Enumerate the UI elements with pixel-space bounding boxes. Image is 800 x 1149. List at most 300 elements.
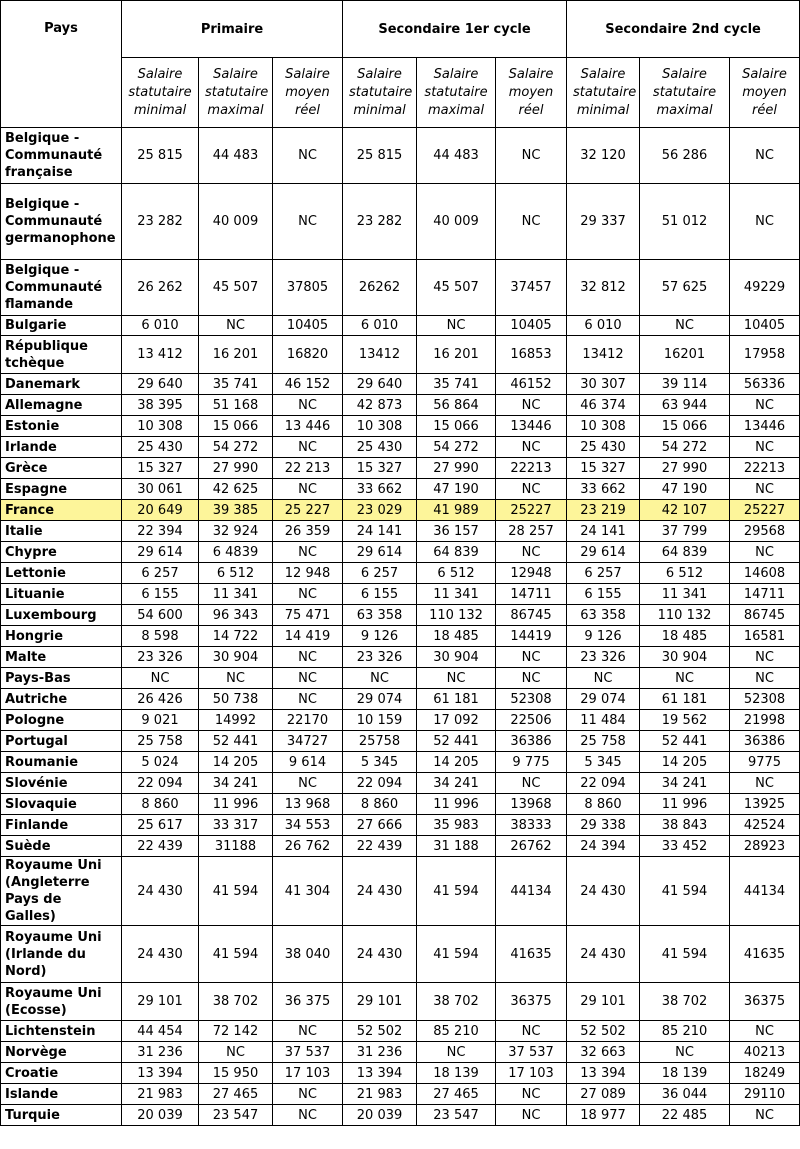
value-cell-primaire-maximal: 14 722 — [199, 626, 273, 647]
value-cell-secondaire-1er-cycle-minimal: 31 236 — [343, 1042, 417, 1063]
value-cell-secondaire-2nd-cycle-minimal: 11 484 — [567, 710, 640, 731]
value-cell-primaire-minimal: 29 640 — [122, 374, 199, 395]
subcolumn-header-line: maximal — [427, 102, 485, 118]
value-cell-secondaire-2nd-cycle-maximal: 39 114 — [640, 374, 730, 395]
value-cell-secondaire-1er-cycle-moyen-reel: 36386 — [496, 731, 567, 752]
value-cell-secondaire-1er-cycle-maximal: 35 983 — [417, 815, 496, 836]
table-row — [1, 395, 800, 416]
value-cell-primaire-moyen-reel: NC — [273, 773, 343, 794]
country-cell: Portugal — [1, 731, 122, 752]
table-row — [1, 521, 800, 542]
value-cell-secondaire-2nd-cycle-moyen-reel: NC — [730, 395, 800, 416]
table-row — [1, 1021, 800, 1042]
value-cell-secondaire-1er-cycle-moyen-reel: NC — [496, 479, 567, 500]
value-cell-primaire-minimal: 20 649 — [122, 500, 199, 521]
value-cell-primaire-maximal: 27 465 — [199, 1084, 273, 1105]
value-cell-primaire-minimal: 29 101 — [122, 983, 199, 1021]
value-cell-primaire-moyen-reel: 26 762 — [273, 836, 343, 857]
value-cell-secondaire-2nd-cycle-moyen-reel: 13925 — [730, 794, 800, 815]
country-cell: Norvège — [1, 1042, 122, 1063]
value-cell-secondaire-1er-cycle-moyen-reel: NC — [496, 668, 567, 689]
value-cell-secondaire-2nd-cycle-minimal: 23 219 — [567, 500, 640, 521]
table-row — [1, 926, 800, 983]
value-cell-secondaire-1er-cycle-moyen-reel: 44134 — [496, 857, 567, 926]
value-cell-secondaire-2nd-cycle-minimal: 24 141 — [567, 521, 640, 542]
value-cell-secondaire-1er-cycle-minimal: 24 430 — [343, 857, 417, 926]
table-row — [1, 584, 800, 605]
value-cell-secondaire-2nd-cycle-minimal: 63 358 — [567, 605, 640, 626]
value-cell-secondaire-2nd-cycle-moyen-reel: NC — [730, 128, 800, 184]
value-cell-secondaire-2nd-cycle-moyen-reel: 9775 — [730, 752, 800, 773]
value-cell-primaire-maximal: 14992 — [199, 710, 273, 731]
country-cell: Luxembourg — [1, 605, 122, 626]
country-cell: Belgique - Communauté flamande — [1, 260, 122, 316]
value-cell-primaire-minimal: 38 395 — [122, 395, 199, 416]
value-cell-secondaire-1er-cycle-moyen-reel: 14419 — [496, 626, 567, 647]
subcolumn-header-line: moyen — [285, 84, 330, 100]
value-cell-secondaire-2nd-cycle-minimal: 32 120 — [567, 128, 640, 184]
table-row — [1, 374, 800, 395]
value-cell-secondaire-2nd-cycle-minimal: 32 812 — [567, 260, 640, 316]
value-cell-primaire-minimal: 44 454 — [122, 1021, 199, 1042]
value-cell-secondaire-1er-cycle-minimal: 13412 — [343, 336, 417, 374]
value-cell-primaire-minimal: 31 236 — [122, 1042, 199, 1063]
value-cell-primaire-maximal: 38 702 — [199, 983, 273, 1021]
value-cell-secondaire-1er-cycle-minimal: 26262 — [343, 260, 417, 316]
value-cell-secondaire-1er-cycle-maximal: 15 066 — [417, 416, 496, 437]
value-cell-primaire-minimal: 9 021 — [122, 710, 199, 731]
value-cell-secondaire-1er-cycle-maximal: 36 157 — [417, 521, 496, 542]
country-cell: Royaume Uni (Ecosse) — [1, 983, 122, 1021]
value-cell-secondaire-1er-cycle-moyen-reel: 52308 — [496, 689, 567, 710]
subcolumn-header-line: Salaire — [433, 66, 479, 82]
subcolumn-header-secondaire-1er-cycle-minimal — [343, 58, 417, 128]
value-cell-secondaire-1er-cycle-maximal: 16 201 — [417, 336, 496, 374]
value-cell-secondaire-2nd-cycle-minimal: 32 663 — [567, 1042, 640, 1063]
value-cell-secondaire-1er-cycle-maximal: 56 864 — [417, 395, 496, 416]
value-cell-primaire-moyen-reel: 22 213 — [273, 458, 343, 479]
table-row — [1, 773, 800, 794]
value-cell-secondaire-2nd-cycle-maximal: 52 441 — [640, 731, 730, 752]
value-cell-secondaire-2nd-cycle-minimal: 23 326 — [567, 647, 640, 668]
value-cell-secondaire-2nd-cycle-minimal: 29 338 — [567, 815, 640, 836]
value-cell-secondaire-1er-cycle-minimal: 13 394 — [343, 1063, 417, 1084]
value-cell-secondaire-2nd-cycle-maximal: 85 210 — [640, 1021, 730, 1042]
value-cell-secondaire-2nd-cycle-moyen-reel: 28923 — [730, 836, 800, 857]
table-row — [1, 794, 800, 815]
value-cell-secondaire-2nd-cycle-minimal: 13 394 — [567, 1063, 640, 1084]
country-cell: Irlande — [1, 437, 122, 458]
value-cell-secondaire-2nd-cycle-minimal: 13412 — [567, 336, 640, 374]
value-cell-secondaire-2nd-cycle-maximal: 15 066 — [640, 416, 730, 437]
value-cell-primaire-minimal: 25 758 — [122, 731, 199, 752]
country-cell: Estonie — [1, 416, 122, 437]
value-cell-secondaire-2nd-cycle-minimal: 29 337 — [567, 184, 640, 260]
value-cell-secondaire-2nd-cycle-minimal: 6 155 — [567, 584, 640, 605]
value-cell-secondaire-2nd-cycle-moyen-reel: NC — [730, 1105, 800, 1126]
value-cell-secondaire-2nd-cycle-minimal: 25 758 — [567, 731, 640, 752]
value-cell-secondaire-1er-cycle-moyen-reel: 46152 — [496, 374, 567, 395]
value-cell-primaire-moyen-reel: 12 948 — [273, 563, 343, 584]
value-cell-secondaire-1er-cycle-minimal: 5 345 — [343, 752, 417, 773]
value-cell-primaire-minimal: 54 600 — [122, 605, 199, 626]
value-cell-primaire-moyen-reel: NC — [273, 395, 343, 416]
value-cell-primaire-moyen-reel: 10405 — [273, 316, 343, 336]
table-row — [1, 416, 800, 437]
subcolumn-header-line: moyen — [508, 84, 554, 100]
value-cell-secondaire-2nd-cycle-minimal: 24 430 — [567, 926, 640, 983]
subcolumn-header-line: Salaire — [580, 66, 626, 82]
value-cell-secondaire-1er-cycle-minimal: 25 430 — [343, 437, 417, 458]
value-cell-secondaire-2nd-cycle-minimal: 30 307 — [567, 374, 640, 395]
value-cell-primaire-maximal: 14 205 — [199, 752, 273, 773]
value-cell-secondaire-2nd-cycle-maximal: 33 452 — [640, 836, 730, 857]
value-cell-secondaire-2nd-cycle-maximal: 6 512 — [640, 563, 730, 584]
value-cell-secondaire-2nd-cycle-maximal: 110 132 — [640, 605, 730, 626]
value-cell-primaire-moyen-reel: NC — [273, 184, 343, 260]
table-row — [1, 563, 800, 584]
value-cell-primaire-minimal: 8 860 — [122, 794, 199, 815]
subcolumn-header-line: moyen — [742, 84, 787, 100]
value-cell-primaire-minimal: 6 155 — [122, 584, 199, 605]
subcolumn-header-line: maximal — [656, 102, 713, 118]
value-cell-secondaire-1er-cycle-maximal: 38 702 — [417, 983, 496, 1021]
value-cell-secondaire-1er-cycle-moyen-reel: 17 103 — [496, 1063, 567, 1084]
value-cell-primaire-maximal: 54 272 — [199, 437, 273, 458]
value-cell-secondaire-1er-cycle-maximal: 61 181 — [417, 689, 496, 710]
value-cell-secondaire-2nd-cycle-minimal: 8 860 — [567, 794, 640, 815]
country-cell: Islande — [1, 1084, 122, 1105]
value-cell-secondaire-1er-cycle-maximal: 17 092 — [417, 710, 496, 731]
value-cell-secondaire-1er-cycle-maximal: 18 139 — [417, 1063, 496, 1084]
value-cell-primaire-minimal: 6 257 — [122, 563, 199, 584]
value-cell-secondaire-2nd-cycle-moyen-reel: NC — [730, 1021, 800, 1042]
country-cell: République tchèque — [1, 336, 122, 374]
subcolumn-header-secondaire-2nd-cycle-minimal — [567, 58, 640, 128]
value-cell-secondaire-1er-cycle-maximal: 11 996 — [417, 794, 496, 815]
value-cell-secondaire-2nd-cycle-maximal: 36 044 — [640, 1084, 730, 1105]
value-cell-secondaire-2nd-cycle-maximal: 27 990 — [640, 458, 730, 479]
value-cell-secondaire-2nd-cycle-minimal: 6 257 — [567, 563, 640, 584]
value-cell-secondaire-1er-cycle-moyen-reel: 14711 — [496, 584, 567, 605]
value-cell-secondaire-1er-cycle-moyen-reel: NC — [496, 647, 567, 668]
value-cell-secondaire-2nd-cycle-minimal: 46 374 — [567, 395, 640, 416]
value-cell-secondaire-2nd-cycle-maximal: 56 286 — [640, 128, 730, 184]
value-cell-primaire-moyen-reel: 22170 — [273, 710, 343, 731]
value-cell-secondaire-2nd-cycle-minimal: 6 010 — [567, 316, 640, 336]
value-cell-secondaire-2nd-cycle-maximal: 22 485 — [640, 1105, 730, 1126]
group-header-secondaire-1er-cycle: Secondaire 1er cycle — [343, 1, 567, 58]
value-cell-secondaire-1er-cycle-moyen-reel: 13968 — [496, 794, 567, 815]
value-cell-primaire-maximal: 50 738 — [199, 689, 273, 710]
subcolumn-header-line: minimal — [133, 102, 187, 118]
value-cell-secondaire-1er-cycle-moyen-reel: NC — [496, 773, 567, 794]
value-cell-secondaire-1er-cycle-moyen-reel: 26762 — [496, 836, 567, 857]
subcolumn-header-line: minimal — [353, 102, 406, 118]
table-row — [1, 316, 800, 336]
value-cell-secondaire-2nd-cycle-minimal: 9 126 — [567, 626, 640, 647]
value-cell-secondaire-2nd-cycle-maximal: NC — [640, 1042, 730, 1063]
value-cell-secondaire-1er-cycle-maximal: NC — [417, 316, 496, 336]
value-cell-primaire-moyen-reel: 34727 — [273, 731, 343, 752]
value-cell-secondaire-1er-cycle-minimal: NC — [343, 668, 417, 689]
value-cell-secondaire-2nd-cycle-minimal: NC — [567, 668, 640, 689]
value-cell-primaire-minimal: 25 430 — [122, 437, 199, 458]
country-cell: Belgique - Communauté française — [1, 128, 122, 184]
subcolumn-header-line: Salaire — [213, 66, 258, 82]
value-cell-secondaire-1er-cycle-moyen-reel: NC — [496, 184, 567, 260]
country-cell: Suède — [1, 836, 122, 857]
value-cell-secondaire-1er-cycle-moyen-reel: 22506 — [496, 710, 567, 731]
value-cell-secondaire-2nd-cycle-minimal: 52 502 — [567, 1021, 640, 1042]
value-cell-secondaire-2nd-cycle-maximal: 51 012 — [640, 184, 730, 260]
country-cell: Roumanie — [1, 752, 122, 773]
value-cell-primaire-moyen-reel: NC — [273, 1021, 343, 1042]
subcolumn-header-line: statutaire — [128, 84, 192, 100]
country-cell: Croatie — [1, 1063, 122, 1084]
value-cell-secondaire-2nd-cycle-maximal: 19 562 — [640, 710, 730, 731]
value-cell-primaire-minimal: 25 617 — [122, 815, 199, 836]
value-cell-primaire-maximal: 52 441 — [199, 731, 273, 752]
value-cell-secondaire-1er-cycle-moyen-reel: 22213 — [496, 458, 567, 479]
value-cell-secondaire-1er-cycle-minimal: 27 666 — [343, 815, 417, 836]
country-cell: Espagne — [1, 479, 122, 500]
value-cell-secondaire-1er-cycle-moyen-reel: NC — [496, 1021, 567, 1042]
value-cell-secondaire-2nd-cycle-moyen-reel: 36375 — [730, 983, 800, 1021]
value-cell-primaire-moyen-reel: NC — [273, 128, 343, 184]
table-row — [1, 437, 800, 458]
value-cell-secondaire-2nd-cycle-maximal: 61 181 — [640, 689, 730, 710]
value-cell-secondaire-2nd-cycle-moyen-reel: 36386 — [730, 731, 800, 752]
value-cell-secondaire-1er-cycle-minimal: 6 155 — [343, 584, 417, 605]
value-cell-primaire-maximal: 44 483 — [199, 128, 273, 184]
value-cell-secondaire-2nd-cycle-minimal: 24 394 — [567, 836, 640, 857]
value-cell-secondaire-2nd-cycle-minimal: 10 308 — [567, 416, 640, 437]
country-cell: Autriche — [1, 689, 122, 710]
value-cell-secondaire-1er-cycle-minimal: 25758 — [343, 731, 417, 752]
value-cell-secondaire-1er-cycle-moyen-reel: NC — [496, 1105, 567, 1126]
value-cell-primaire-minimal: 20 039 — [122, 1105, 199, 1126]
value-cell-primaire-moyen-reel: 16820 — [273, 336, 343, 374]
value-cell-secondaire-2nd-cycle-maximal: 18 485 — [640, 626, 730, 647]
value-cell-secondaire-1er-cycle-minimal: 29 640 — [343, 374, 417, 395]
value-cell-primaire-maximal: 11 341 — [199, 584, 273, 605]
subcolumn-header-line: statutaire — [573, 84, 637, 100]
country-cell: Pologne — [1, 710, 122, 731]
value-cell-secondaire-1er-cycle-minimal: 29 074 — [343, 689, 417, 710]
table-row — [1, 184, 800, 260]
value-cell-secondaire-1er-cycle-maximal: 52 441 — [417, 731, 496, 752]
value-cell-primaire-minimal: 5 024 — [122, 752, 199, 773]
value-cell-primaire-maximal: 35 741 — [199, 374, 273, 395]
value-cell-primaire-maximal: 33 317 — [199, 815, 273, 836]
value-cell-secondaire-2nd-cycle-maximal: 41 594 — [640, 926, 730, 983]
table-row — [1, 1042, 800, 1063]
value-cell-secondaire-2nd-cycle-moyen-reel: NC — [730, 773, 800, 794]
group-header-secondaire-2nd-cycle: Secondaire 2nd cycle — [567, 1, 800, 58]
value-cell-secondaire-1er-cycle-maximal: 34 241 — [417, 773, 496, 794]
value-cell-primaire-maximal: 96 343 — [199, 605, 273, 626]
value-cell-primaire-minimal: 26 262 — [122, 260, 199, 316]
value-cell-secondaire-1er-cycle-moyen-reel: 28 257 — [496, 521, 567, 542]
value-cell-primaire-minimal: 10 308 — [122, 416, 199, 437]
subcolumn-header-line: Salaire — [508, 66, 554, 82]
value-cell-primaire-maximal: NC — [199, 316, 273, 336]
value-cell-primaire-maximal: 6 4839 — [199, 542, 273, 563]
value-cell-primaire-moyen-reel: 9 614 — [273, 752, 343, 773]
value-cell-secondaire-1er-cycle-minimal: 10 159 — [343, 710, 417, 731]
value-cell-secondaire-2nd-cycle-moyen-reel: 14608 — [730, 563, 800, 584]
value-cell-secondaire-1er-cycle-minimal: 52 502 — [343, 1021, 417, 1042]
value-cell-primaire-maximal: 45 507 — [199, 260, 273, 316]
value-cell-secondaire-1er-cycle-maximal: NC — [417, 1042, 496, 1063]
value-cell-primaire-moyen-reel: 13 968 — [273, 794, 343, 815]
value-cell-secondaire-2nd-cycle-maximal: 16201 — [640, 336, 730, 374]
value-cell-secondaire-2nd-cycle-moyen-reel: 40213 — [730, 1042, 800, 1063]
value-cell-secondaire-2nd-cycle-maximal: 47 190 — [640, 479, 730, 500]
value-cell-secondaire-2nd-cycle-maximal: NC — [640, 316, 730, 336]
value-cell-secondaire-1er-cycle-maximal: 54 272 — [417, 437, 496, 458]
value-cell-secondaire-1er-cycle-minimal: 29 614 — [343, 542, 417, 563]
value-cell-secondaire-1er-cycle-moyen-reel: 16853 — [496, 336, 567, 374]
value-cell-secondaire-2nd-cycle-minimal: 27 089 — [567, 1084, 640, 1105]
value-cell-secondaire-1er-cycle-maximal: 85 210 — [417, 1021, 496, 1042]
value-cell-primaire-maximal: 31188 — [199, 836, 273, 857]
table-row — [1, 857, 800, 926]
value-cell-primaire-maximal: 34 241 — [199, 773, 273, 794]
subcolumn-header-line: minimal — [576, 102, 630, 118]
value-cell-secondaire-1er-cycle-minimal: 24 430 — [343, 926, 417, 983]
value-cell-primaire-moyen-reel: NC — [273, 584, 343, 605]
value-cell-secondaire-2nd-cycle-moyen-reel: 10405 — [730, 316, 800, 336]
value-cell-secondaire-2nd-cycle-moyen-reel: 22213 — [730, 458, 800, 479]
value-cell-primaire-maximal: NC — [199, 1042, 273, 1063]
value-cell-secondaire-2nd-cycle-maximal: 54 272 — [640, 437, 730, 458]
value-cell-secondaire-2nd-cycle-minimal: 18 977 — [567, 1105, 640, 1126]
value-cell-secondaire-2nd-cycle-minimal: 25 430 — [567, 437, 640, 458]
value-cell-secondaire-2nd-cycle-maximal: 38 702 — [640, 983, 730, 1021]
value-cell-secondaire-1er-cycle-moyen-reel: 37 537 — [496, 1042, 567, 1063]
country-column-header: Pays — [1, 1, 122, 128]
value-cell-secondaire-2nd-cycle-moyen-reel: 18249 — [730, 1063, 800, 1084]
value-cell-secondaire-1er-cycle-maximal: 64 839 — [417, 542, 496, 563]
value-cell-secondaire-2nd-cycle-moyen-reel: NC — [730, 437, 800, 458]
value-cell-secondaire-1er-cycle-maximal: 35 741 — [417, 374, 496, 395]
value-cell-secondaire-1er-cycle-maximal: 30 904 — [417, 647, 496, 668]
value-cell-secondaire-2nd-cycle-maximal: 14 205 — [640, 752, 730, 773]
country-cell: Malte — [1, 647, 122, 668]
value-cell-primaire-maximal: 11 996 — [199, 794, 273, 815]
country-cell: Pays-Bas — [1, 668, 122, 689]
value-cell-secondaire-1er-cycle-maximal: 41 989 — [417, 500, 496, 521]
value-cell-secondaire-2nd-cycle-moyen-reel: NC — [730, 668, 800, 689]
value-cell-primaire-maximal: NC — [199, 668, 273, 689]
value-cell-primaire-moyen-reel: NC — [273, 668, 343, 689]
table-row — [1, 836, 800, 857]
table-row — [1, 983, 800, 1021]
table-row — [1, 500, 800, 521]
country-cell: France — [1, 500, 122, 521]
value-cell-secondaire-1er-cycle-moyen-reel: NC — [496, 437, 567, 458]
value-cell-secondaire-2nd-cycle-maximal: 37 799 — [640, 521, 730, 542]
value-cell-secondaire-2nd-cycle-moyen-reel: 44134 — [730, 857, 800, 926]
value-cell-secondaire-2nd-cycle-minimal: 24 430 — [567, 857, 640, 926]
table-row — [1, 752, 800, 773]
value-cell-secondaire-1er-cycle-moyen-reel: 10405 — [496, 316, 567, 336]
value-cell-primaire-minimal: 26 426 — [122, 689, 199, 710]
value-cell-primaire-minimal: 29 614 — [122, 542, 199, 563]
value-cell-primaire-moyen-reel: NC — [273, 1084, 343, 1105]
value-cell-secondaire-2nd-cycle-minimal: 5 345 — [567, 752, 640, 773]
value-cell-secondaire-1er-cycle-minimal: 15 327 — [343, 458, 417, 479]
value-cell-primaire-minimal: 13 412 — [122, 336, 199, 374]
country-cell: Danemark — [1, 374, 122, 395]
value-cell-primaire-minimal: 23 326 — [122, 647, 199, 668]
value-cell-secondaire-1er-cycle-moyen-reel: NC — [496, 128, 567, 184]
value-cell-secondaire-1er-cycle-moyen-reel: 37457 — [496, 260, 567, 316]
value-cell-secondaire-2nd-cycle-moyen-reel: 41635 — [730, 926, 800, 983]
value-cell-primaire-minimal: 30 061 — [122, 479, 199, 500]
value-cell-secondaire-1er-cycle-minimal: 10 308 — [343, 416, 417, 437]
value-cell-secondaire-1er-cycle-minimal: 22 439 — [343, 836, 417, 857]
group-header-primaire: Primaire — [122, 1, 343, 58]
value-cell-primaire-minimal: 24 430 — [122, 857, 199, 926]
subcolumn-header-line: Salaire — [357, 66, 402, 82]
value-cell-secondaire-2nd-cycle-minimal: 29 101 — [567, 983, 640, 1021]
value-cell-secondaire-2nd-cycle-moyen-reel: NC — [730, 542, 800, 563]
value-cell-secondaire-1er-cycle-moyen-reel: 38333 — [496, 815, 567, 836]
value-cell-secondaire-1er-cycle-minimal: 22 094 — [343, 773, 417, 794]
value-cell-secondaire-2nd-cycle-maximal: 41 594 — [640, 857, 730, 926]
value-cell-primaire-minimal: 22 394 — [122, 521, 199, 542]
value-cell-primaire-moyen-reel: NC — [273, 542, 343, 563]
value-cell-primaire-maximal: 51 168 — [199, 395, 273, 416]
value-cell-primaire-moyen-reel: NC — [273, 689, 343, 710]
value-cell-primaire-moyen-reel: 46 152 — [273, 374, 343, 395]
value-cell-secondaire-2nd-cycle-moyen-reel: 25227 — [730, 500, 800, 521]
value-cell-secondaire-2nd-cycle-minimal: 22 094 — [567, 773, 640, 794]
value-cell-secondaire-2nd-cycle-moyen-reel: NC — [730, 647, 800, 668]
value-cell-secondaire-1er-cycle-maximal: 23 547 — [417, 1105, 496, 1126]
value-cell-primaire-maximal: 16 201 — [199, 336, 273, 374]
value-cell-secondaire-1er-cycle-minimal: 25 815 — [343, 128, 417, 184]
value-cell-secondaire-1er-cycle-moyen-reel: 9 775 — [496, 752, 567, 773]
table-row — [1, 542, 800, 563]
subcolumn-header-primaire-moyen-reel — [273, 58, 343, 128]
value-cell-secondaire-2nd-cycle-moyen-reel: 49229 — [730, 260, 800, 316]
value-cell-primaire-minimal: 23 282 — [122, 184, 199, 260]
value-cell-primaire-maximal: 15 066 — [199, 416, 273, 437]
value-cell-primaire-minimal: 22 094 — [122, 773, 199, 794]
value-cell-primaire-moyen-reel: 37 537 — [273, 1042, 343, 1063]
value-cell-primaire-minimal: NC — [122, 668, 199, 689]
value-cell-primaire-moyen-reel: NC — [273, 1105, 343, 1126]
value-cell-secondaire-1er-cycle-maximal: NC — [417, 668, 496, 689]
country-cell: Allemagne — [1, 395, 122, 416]
value-cell-secondaire-1er-cycle-maximal: 41 594 — [417, 926, 496, 983]
value-cell-secondaire-1er-cycle-maximal: 18 485 — [417, 626, 496, 647]
subcolumn-header-line: statutaire — [205, 84, 269, 100]
value-cell-secondaire-2nd-cycle-minimal: 15 327 — [567, 458, 640, 479]
value-cell-secondaire-1er-cycle-maximal: 41 594 — [417, 857, 496, 926]
value-cell-primaire-moyen-reel: 17 103 — [273, 1063, 343, 1084]
subcolumn-header-line: Salaire — [285, 66, 330, 82]
country-cell: Lettonie — [1, 563, 122, 584]
value-cell-secondaire-1er-cycle-maximal: 110 132 — [417, 605, 496, 626]
value-cell-primaire-maximal: 15 950 — [199, 1063, 273, 1084]
country-cell: Grèce — [1, 458, 122, 479]
subcolumn-header-line: statutaire — [349, 84, 413, 100]
